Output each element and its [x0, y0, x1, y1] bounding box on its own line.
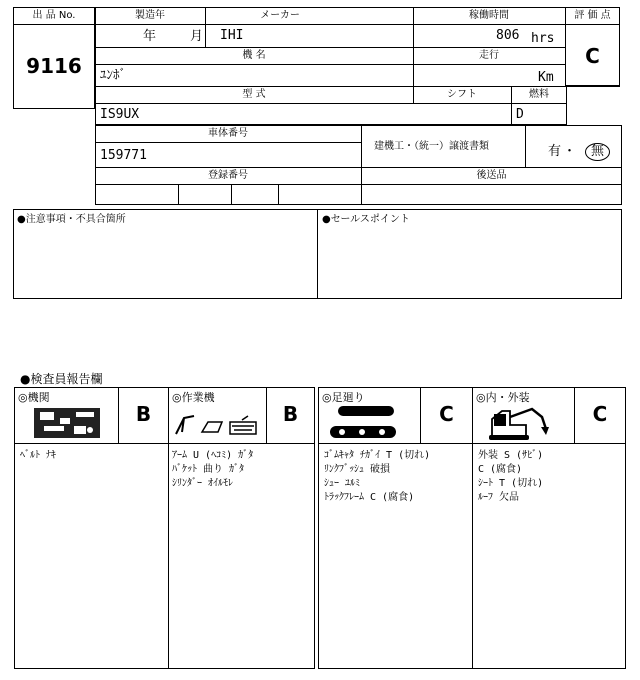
lot-number-label: 出 品 No. — [32, 10, 76, 21]
transfer-has-option: 有 — [548, 144, 562, 159]
divider — [318, 443, 473, 444]
undercarriage-remarks: ｺﾞﾑｷｬﾀ ﾁｶﾞｲ T (切れ) ﾘﾝｸﾌﾞｯｼｭ 破損 ｼｭｰ ﾕﾙﾐ ﾄﾗｯｸﾌﾚｰﾑ C (腐食) — [324, 450, 431, 503]
fuel-label: 燃料 — [529, 89, 549, 100]
distance-unit: Km — [538, 70, 554, 85]
undercarriage-sketch — [326, 404, 402, 440]
serial-value: 159771 — [100, 148, 147, 163]
divider — [95, 86, 620, 87]
type-label: 型 式 — [242, 89, 266, 100]
divider — [13, 24, 95, 25]
rating-value: C — [585, 44, 600, 68]
divider — [95, 167, 622, 168]
divider — [525, 125, 526, 167]
rating-label: 評 価 点 — [574, 10, 611, 21]
interior-exterior-remarks: 外装 S (ｻﾋﾞ) C (腐食) ｼｰﾄ T (切れ) ﾙｰﾌ 欠品 — [478, 450, 544, 503]
model-name-value: ﾕﾝﾎﾞ — [100, 68, 126, 83]
divider — [178, 184, 179, 205]
maker-value: IHI — [220, 28, 244, 43]
year-label: 製造年 — [135, 10, 165, 21]
interior-exterior-grade: C — [592, 402, 608, 426]
engine-sketch — [32, 404, 104, 440]
lot-number-value: 9116 — [26, 54, 82, 78]
work-device-label: ◎作業機 — [172, 391, 215, 404]
sales-points-label: ●セールスポイント — [322, 214, 410, 225]
engine-remarks: ﾍﾞﾙﾄ ﾅｷ — [20, 450, 57, 461]
month-unit: 月 — [190, 29, 204, 44]
work-device-remarks: ｱｰﾑ U (ﾍｺﾐ) ｶﾞﾀ ﾊﾞｹｯﾄ 曲り ｶﾞﾀ ｼﾘﾝﾀﾞｰ ｵｲﾙﾓﾚ — [172, 450, 254, 489]
excavator-sketch — [486, 405, 554, 441]
inspection-title: ●検査員報告欄 — [20, 372, 103, 386]
fuel-value: D — [516, 107, 524, 122]
undercarriage-label: ◎足廻り — [322, 391, 365, 404]
type-value: IS9UX — [100, 107, 140, 122]
divider — [565, 24, 620, 25]
divider — [95, 47, 565, 48]
hours-value: 806 — [496, 28, 520, 43]
model-name-label: 機 名 — [242, 50, 266, 61]
divider — [168, 443, 315, 444]
work-device-grade: B — [282, 402, 299, 426]
registration-label: 登録番号 — [208, 170, 248, 181]
divider — [278, 184, 279, 205]
transfer-none-option: 無 — [585, 143, 610, 161]
divider — [95, 142, 361, 143]
hours-label: 稼働時間 — [469, 10, 509, 21]
divider — [231, 184, 232, 205]
hours-unit: hrs — [531, 31, 555, 46]
divider — [95, 184, 622, 185]
divider — [95, 24, 565, 25]
distance-label: 走行 — [479, 50, 499, 61]
work-device-sketch — [172, 412, 264, 440]
divider — [472, 443, 626, 444]
serial-label: 車体番号 — [208, 128, 248, 139]
divider — [95, 103, 567, 104]
maker-label: メーカー — [260, 10, 300, 21]
delivery-label: 後送品 — [476, 170, 507, 181]
caution-label: ●注意事項・不具合箇所 — [17, 214, 126, 225]
engine-grade: B — [135, 402, 152, 426]
divider — [14, 443, 169, 444]
transfer-separator: ・ — [563, 144, 577, 159]
transfer-doc-label: 建機工・（統一）譲渡書類 — [374, 141, 489, 152]
shift-label: シフト — [447, 89, 477, 100]
year-unit: 年 — [143, 29, 157, 44]
undercarriage-grade: C — [439, 402, 454, 426]
divider — [95, 64, 565, 65]
interior-exterior-label: ◎内・外装 — [476, 391, 530, 404]
engine-label: ◎機関 — [18, 391, 50, 404]
divider — [361, 125, 362, 205]
